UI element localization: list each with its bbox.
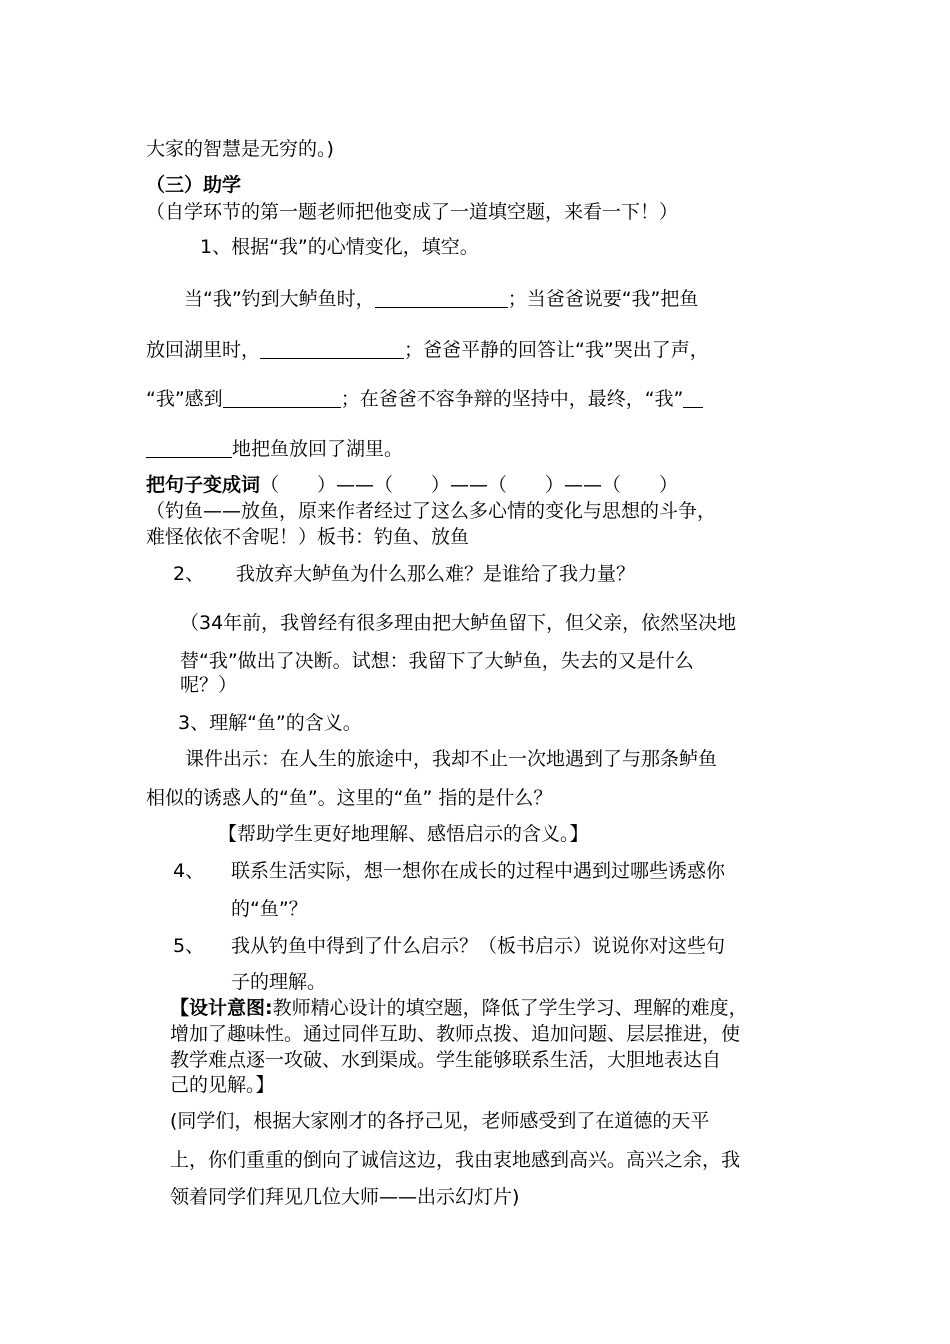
text-line: （钓鱼——放鱼，原来作者经过了这么多心情的变化与思想的斗争， <box>146 500 717 522</box>
fill-line-3 <box>146 386 703 412</box>
bracket-note: 【帮助学生更好地理解、感悟启示的含义。】 <box>218 823 589 845</box>
text-line: 上，你们重重的倒向了诚信这边，我由衷地感到高兴。高兴之余，我 <box>170 1149 741 1171</box>
fill-line-4 <box>146 436 403 462</box>
text-line: 教学难点逐一攻破、水到渠成。学生能够联系生活，大胆地表达自 <box>170 1049 722 1071</box>
fill-blank <box>223 407 341 408</box>
question-3: 3、理解“鱼”的含义。 <box>178 712 362 734</box>
design-intent-label: 【设计意图: <box>170 997 273 1019</box>
text-line: 课件出示：在人生的旅途中，我却不止一次地遇到了与那条鲈鱼 <box>185 748 718 770</box>
fill-text: 放回湖里时， <box>146 339 261 361</box>
text-line: 己的见解。】 <box>170 1074 275 1096</box>
question-4-number: 4、 <box>173 860 205 882</box>
question-4-cont: 的“鱼”？ <box>231 898 308 920</box>
fill-blank <box>375 307 508 308</box>
fill-text: 当“我”钓到大鲈鱼时， <box>184 288 375 310</box>
text-line: 相似的诱惑人的“鱼”。这里的“鱼” 指的是什么？ <box>146 787 553 809</box>
text-line: （34年前，我曾经有很多理由把大鲈鱼留下，但父亲，依然坚决地 <box>180 612 737 634</box>
question-2: 我放弃大鲈鱼为什么那么难？是谁给了我力量？ <box>236 563 636 585</box>
fill-line-1 <box>184 286 698 312</box>
text-line: 替“我”做出了决断。试想：我留下了大鲈鱼，失去的又是什么 <box>180 650 694 672</box>
question-5-number: 5、 <box>173 935 205 957</box>
question-4: 联系生活实际，想一想你在成长的过程中遇到过哪些诱惑你 <box>231 860 726 882</box>
design-intent-text: 教师精心设计的填空题，降低了学生学习、理解的难度， <box>272 997 748 1019</box>
word-blanks: （ ）——（ ）——（ ）——（ ） <box>260 474 679 496</box>
text-line: 增加了趣味性。通过同伴互助、教师点拨、追加问题、层层推进，使 <box>170 1023 741 1045</box>
fill-line-2 <box>146 337 709 363</box>
question-5-cont: 子的理解。 <box>231 971 327 993</box>
question-5: 我从钓鱼中得到了什么启示？（板书启示）说说你对这些句 <box>231 935 726 957</box>
fill-text: ；当爸爸说要“我”把鱼 <box>507 288 699 310</box>
fill-blank <box>683 407 703 408</box>
text-line: （自学环节的第一题老师把他变成了一道填空题，来看一下！） <box>146 201 679 223</box>
text-line: 呢？） <box>180 674 238 696</box>
text-line: (同学们，根据大家刚才的各抒己见，老师感受到了在道德的天平 <box>170 1110 710 1132</box>
question-2-number: 2、 <box>173 563 205 585</box>
text-line: 大家的智慧是无穷的。) <box>146 138 334 160</box>
fill-text: ；爸爸平静的回答让“我”哭出了声， <box>404 339 709 361</box>
question-1: 1、根据“我”的心情变化，填空。 <box>200 236 479 258</box>
fill-blank <box>260 358 404 359</box>
fill-text: “我”感到 <box>146 388 223 410</box>
fill-text: ；在爸爸不容争辩的坚持中，最终，“我” <box>340 388 684 410</box>
word-exercise-line <box>146 472 678 498</box>
design-intent-line <box>170 995 748 1021</box>
fill-blank <box>146 457 232 458</box>
word-exercise-heading: 把句子变成词 <box>146 474 261 496</box>
fill-text: 地把鱼放回了湖里。 <box>232 438 404 460</box>
text-line: 领着同学们拜见几位大师——出示幻灯片) <box>170 1186 520 1208</box>
section-heading: （三）助学 <box>146 174 242 196</box>
text-line: 难怪依依不舍呢！）板书：钓鱼、放鱼 <box>146 526 470 548</box>
